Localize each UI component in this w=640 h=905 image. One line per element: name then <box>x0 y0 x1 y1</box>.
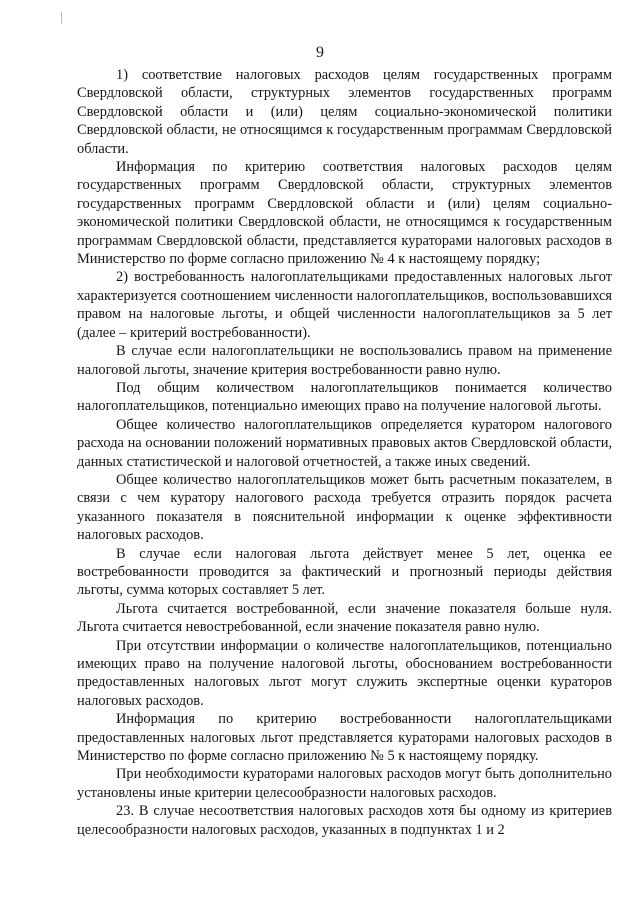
paragraph-expert-estimates: При отсутствии информации о количестве налогоплательщиков, потенциально имеющих право на получение налоговой льготы, обоснованием востребованности предоставленных налоговых льгот могут служить экспертные оценки кураторов налоговых расходов. <box>77 637 612 709</box>
paragraph-less-than-5-years: В случае если налоговая льгота действует менее 5 лет, оценка ее востребованности проводится за фактический и прогнозный периоды действия льготы, сумма которых составляет 5 лет. <box>77 545 612 599</box>
paragraph-total-calculated: Общее количество налогоплательщиков может быть расчетным показателем, в связи с чем куратору налогового расхода требуется отразить порядок расчета указанного показателя в пояснительной информации к оценке эффективности налоговых расходов. <box>77 471 612 544</box>
paragraph-criterion-2-info: Информация по критерию востребованности налогоплательщиками предоставленных налоговых льгот представляется кураторами налоговых расходов в Министерство по форме согласно приложению № 5 к настоящему порядку. <box>77 711 612 765</box>
scan-artifact <box>61 12 62 24</box>
document-body <box>77 66 612 839</box>
paragraph-criterion-2: 2) востребованность налогоплательщиками предоставленных налоговых льгот характеризуется соотношением численности налогоплательщиков, воспользовавшихся правом на налоговые льготы, и общей численности налогоплательщиков за 5 лет (далее – критерий востребованности). <box>77 269 612 341</box>
paragraph-total-determination: Общее количество налогоплательщиков определяется куратором налогового расхода на основании положений нормативных правовых актов Свердловской области, данных статистической и налоговой отчетностей, а также иных сведений. <box>77 416 612 470</box>
paragraph-criterion-1: 1) соответствие налоговых расходов целям государственных программ Свердловской области, структурных элементов государственных программ Свердловской области и (или) целям социально-экономической политики Свердловской области, не относящимся к государственным программам Свердловской области. <box>77 67 612 157</box>
paragraph-zero-value: В случае если налогоплательщики не воспользовались правом на применение налоговой льготы, значение критерия востребованности равно нулю. <box>77 343 612 378</box>
paragraph-criterion-1-info: Информация по критерию соответствия налоговых расходов целям государственных программ Свердловской области, структурных элементов государственных программ Свердловской области и (или) целям социально-экономической политики Свердловской области, не относящимся к государственным программам Свердловской области, представляется кураторами налоговых расходов в Министерство по форме согласно приложению № 4 к настоящему порядку; <box>77 159 612 268</box>
paragraph-additional-criteria: При необходимости кураторами налоговых расходов могут быть дополнительно установлены иные критерии целесообразности налоговых расходов. <box>77 766 612 801</box>
page-number: 9 <box>316 44 324 61</box>
paragraph-demand-rule: Льгота считается востребованной, если значение показателя больше нуля. Льгота считается невостребованной, если значение показателя равно нулю. <box>77 600 612 636</box>
paragraph-total-definition: Под общим количеством налогоплательщиков понимается количество налогоплательщиков, потенциально имеющих право на получение налоговой льготы. <box>77 379 612 415</box>
paragraph-item-23: 23. В случае несоответствия налоговых расходов хотя бы одному из критериев целесообразности налоговых расходов, указанных в подпунктах 1 и 2 <box>77 803 612 838</box>
